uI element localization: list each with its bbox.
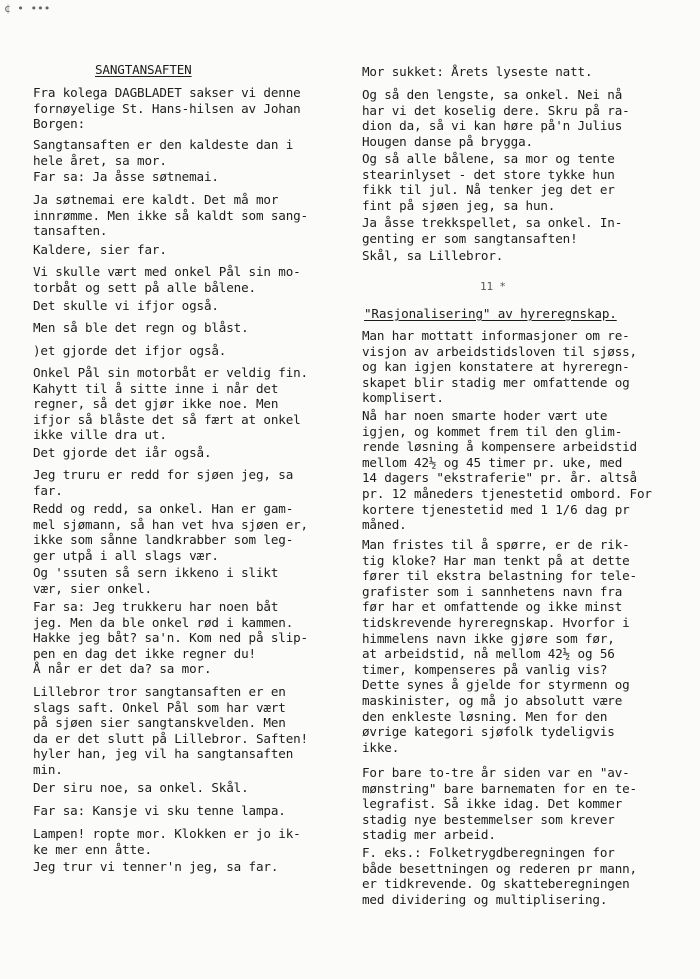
right-paragraph-9: For bare to-tre år siden var en "av- mønstring" bare barnematen for en te- legrafist. Så ikke idag. Det kommer stadig nye bestemmelser som krever stadig mer arbeid. (362, 765, 637, 843)
left-paragraph-6: Vi skulle vært med onkel Pål sin mo- torbåt og sett på alle bålene. (33, 264, 301, 295)
left-paragraph-1: Fra kolega DAGBLADET sakser vi denne fornøyelige St. Hans-hilsen av Johan Borgen: (33, 85, 301, 132)
right-paragraph-8: Man fristes til å spørre, er de rik- tig kloke? Har man tenkt på at dette fører til ekstra belastning for tele- grafister som i sannhetens navn fra før har et omfattende og ikke minst tidskrevende hyreregnskap. Hvorfor i himmelens navn ikke gjøre som før, at arbeidstid, nå mellom 42½ og 56 timer, kompenseres på vanlig vis? Dette synes å gjelde for styrmenn og maskinister, og må jo absolutt være den enkleste løsning. Men for den øvrige kategori sjøfolk tydeligvis ikke. (362, 537, 637, 755)
left-paragraph-13: Redd og redd, sa onkel. Han er gam- mel sjømann, så han vet hva sjøen er, ikke som sånne landkrabber som leg- ger utpå i all slags vær. (33, 501, 308, 563)
left-paragraph-9: )et gjorde det ifjor også. (33, 343, 227, 358)
left-paragraph-18: Der siru noe, sa onkel. Skål. (33, 780, 249, 795)
left-paragraph-20: Lampen! ropte mor. Klokken er jo ik- ke mer enn åtte. (33, 826, 301, 857)
left-paragraph-4: Ja søtnemai ere kaldt. Det må mor innrømme. Men ikke så kaldt som sang- tansaften. (33, 192, 308, 239)
left-paragraph-2: Sangtansaften er den kaldeste dan i hele året, sa mor. (33, 137, 294, 168)
left-paragraph-19: Far sa: Kansje vi sku tenne lampa. (33, 803, 286, 818)
right-paragraph-5: Skål, sa Lillebror. (362, 248, 504, 263)
left-paragraph-16: Å når er det da? sa mor. (33, 661, 212, 676)
left-paragraph-17: Lillebror tror sangtansaften er en slags saft. Onkel Pål som har vært på sjøen sier sangtanskvelden. Men da er det slutt på Lillebror. Saften! hyler han, jeg vil ha sangtansaften min. (33, 684, 308, 777)
right-paragraph-1: Mor sukket: Årets lyseste natt. (362, 64, 593, 79)
left-paragraph-10: Onkel Pål sin motorbåt er veldig fin. Kahytt til å sitte inne i når det regner, så det gjør ikke noe. Men ifjor så blåste det så fært at onkel ikke ville dra ut. (33, 365, 308, 443)
left-paragraph-21: Jeg trur vi tenner'n jeg, sa far. (33, 859, 279, 874)
right-paragraph-6: Man har mottatt informasjoner om re- visjon av arbeidstidsloven til sjøss, og kan igjen konstatere at hyreregn- skapet blir stadig mer omfattende og komplisert. (362, 328, 637, 406)
page-top-marks: ¢ • ••• (4, 2, 51, 15)
right-paragraph-10: F. eks.: Folketrygdberegningen for både besettningen og rederen pr mann, er tidkrevende. Og skatteberegningen med dividering og multiplisering. (362, 845, 637, 907)
right-paragraph-2: Og så den lengste, sa onkel. Nei nå har vi det koselig dere. Skru på ra- dion da, så vi kan høre på'n Julius Hougen danse på brygga. (362, 87, 630, 149)
article-heading-sangtansaften: SANGTANSAFTEN (95, 62, 192, 77)
left-paragraph-15: Far sa: Jeg trukkeru har noen båt jeg. Men da ble onkel rød i kammen. Hakke jeg båt? sa'n. Kom ned på slip- pen en dag det ikke regner du! (33, 599, 308, 661)
right-paragraph-3: Og så alle bålene, sa mor og tente stearinlyset - det store tykke hun fikk til jul. Nå tenker jeg det er fint på sjøen jeg, sa hun. (362, 151, 615, 213)
article-heading-rasjonalisering: "Rasjonalisering" av hyreregnskap. (364, 306, 617, 321)
left-paragraph-11: Det gjorde det iår også. (33, 445, 212, 460)
left-paragraph-5: Kaldere, sier far. (33, 242, 167, 257)
right-paragraph-7: Nå har noen smarte hoder vært ute igjen, og kommet frem til den glim- rende løsning å kompensere arbeidstid mellom 42½ og 45 timer pr. uke, med 14 dagers "ekstraferie" pr. år. altså pr. 12 måneders tjenestetid ombord. For kortere tjenestetid med 1 1/6 dag pr måned. (362, 408, 652, 533)
left-paragraph-12: Jeg truru er redd for sjøen jeg, sa far. (33, 467, 294, 498)
left-paragraph-8: Men så ble det regn og blåst. (33, 320, 249, 335)
right-paragraph-4: Ja åsse trekkspellet, sa onkel. In- genting er som sangtansaften! (362, 215, 623, 246)
section-separator: 11 * (480, 280, 506, 293)
left-paragraph-3: Far sa: Ja åsse søtnemai. (33, 169, 219, 184)
left-paragraph-14: Og 'ssuten så sern ikkeno i slikt vær, sier onkel. (33, 565, 279, 596)
left-paragraph-7: Det skulle vi ifjor også. (33, 298, 219, 313)
